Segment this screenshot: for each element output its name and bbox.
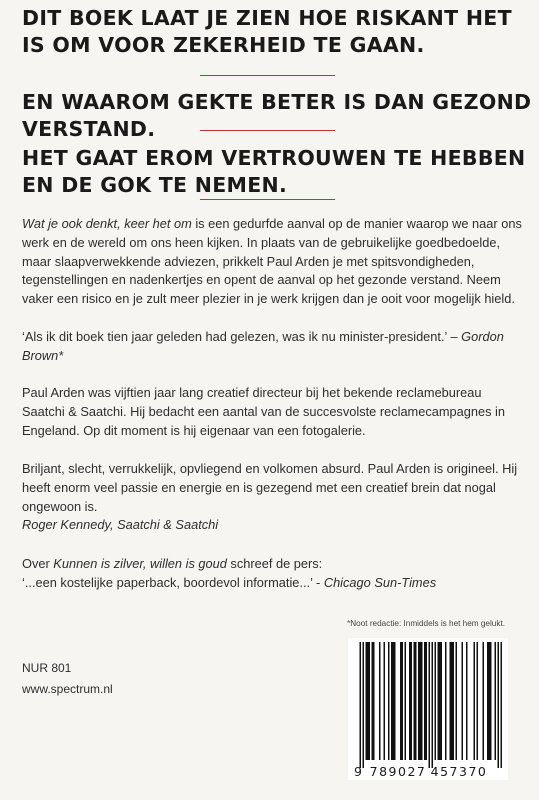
barcode-bar	[379, 642, 381, 760]
press-quote	[22, 555, 522, 593]
barcode-bar	[445, 642, 447, 760]
barcode-bar	[426, 642, 428, 760]
press-source: Chicago Sun-Times	[323, 574, 437, 590]
barcode-digits-right: 457370	[430, 764, 488, 779]
barcode-bar	[474, 642, 476, 760]
barcode-bar	[418, 642, 420, 760]
barcode-bar	[420, 642, 422, 760]
press-book-title: Kunnen is zilver, willen is goud	[53, 556, 227, 571]
barcode	[348, 638, 508, 780]
barcode-graphic	[348, 638, 508, 780]
quote-author: Gordon Brown*	[22, 329, 504, 363]
barcode-bar	[367, 642, 369, 760]
red-divider	[200, 75, 335, 76]
press-lead: Over	[22, 556, 54, 571]
barcode-bar	[490, 642, 492, 760]
author-bio: Paul Arden was vijftien jaar lang creatief directeur bij het bekende reclamebureau Saatchi & Saatchi. Hij bedacht een aantal van de succesvolste reclamecampagnes in Engeland. Op dit moment is hij eigenaar van een fotogalerie.	[22, 385, 506, 438]
barcode-bar	[450, 642, 452, 760]
heading-risk: DIT BOEK LAAT JE ZIEN HOE RISKANT HET IS OM VOOR ZEKERHEID TE GAAN.	[22, 6, 512, 57]
barcode-bar	[366, 642, 368, 760]
barcode-bar	[453, 642, 455, 760]
barcode-bar	[394, 642, 396, 760]
barcode-bar	[483, 642, 485, 760]
barcode-bar	[498, 642, 500, 768]
barcode-bar	[372, 642, 374, 760]
barcode-bar	[388, 642, 390, 760]
barcode-bar	[477, 642, 479, 760]
barcode-bar	[495, 642, 497, 760]
barcode-bar	[501, 642, 503, 768]
publisher-website: www.spectrum.nl	[22, 682, 113, 696]
book-title: Wat je ook denkt, keer het om	[22, 216, 192, 231]
barcode-bar	[487, 642, 489, 760]
press-quote-text: ‘...een kostelijke paperback, boordevol informatie...’ -	[22, 574, 324, 590]
barcode-bar	[409, 642, 411, 760]
barcode-digits-left: 789027	[369, 764, 427, 779]
barcode-bar	[400, 642, 402, 760]
barcode-bar	[421, 642, 423, 760]
barcode-bar	[432, 642, 434, 768]
barcode-bar	[435, 642, 437, 760]
barcode-bar	[441, 642, 443, 760]
barcode-digit-first: 9	[354, 764, 362, 779]
barcode-bar	[405, 642, 407, 760]
barcode-bar	[369, 642, 371, 760]
barcode-bar	[466, 642, 468, 760]
quote-author: Roger Kennedy, Saatchi & Saatchi	[22, 517, 219, 533]
barcode-bar	[439, 642, 441, 760]
barcode-bar	[415, 642, 417, 760]
quote-kennedy	[22, 460, 522, 535]
barcode-bar	[391, 642, 393, 760]
barcode-bar	[384, 642, 386, 760]
barcode-bar	[411, 642, 413, 760]
barcode-bar	[489, 642, 491, 760]
nur-code: NUR 801	[22, 661, 72, 675]
red-divider	[200, 130, 335, 131]
barcode-bar	[424, 642, 426, 760]
barcode-bar	[438, 642, 440, 760]
barcode-bar	[363, 642, 365, 768]
quote-text: ‘Als ik dit boek tien jaar geleden had gelezen, was ik nu minister-president.’ –	[22, 329, 462, 344]
barcode-bar	[451, 642, 453, 760]
quote-brown	[22, 328, 522, 366]
barcode-bar	[462, 642, 464, 760]
barcode-bar	[402, 642, 404, 760]
footnote: *Noot redactie: Inmiddels is het hem gelukt.	[347, 619, 505, 628]
red-divider	[200, 199, 335, 200]
press-lead-end: schreef de pers:	[226, 556, 323, 571]
barcode-bar	[393, 642, 395, 760]
heading-trust: HET GAAT EROM VERTROUWEN TE HEBBEN EN DE GOK TE NEMEN.	[22, 146, 526, 197]
barcode-bar	[414, 642, 416, 760]
intro-text: is een gedurfde aanval op de manier waarop we naar ons werk en de wereld om ons heen kijken. In plaats van de gebruikelijke goedbedoelde, maar slaapverwekkende adviezen, prikkelt Paul Arden je met spitsvondigheden, tegenstellingen en nadenkertjes en opent de aanval op het gezonde verstand. Neem vaker een risico en je zult meer plezier in je werk krijgen dan je ooit voor mogelijk hield.	[22, 216, 522, 307]
intro-paragraph	[22, 215, 522, 309]
barcode-bar	[360, 642, 362, 768]
barcode-bar	[373, 642, 375, 760]
barcode-bar	[456, 642, 458, 760]
quote-text: Briljant, slecht, verrukkelijk, opvliegend en volkomen absurd. Paul Arden is origineel. Hij heeft enorm veel passie en energie en is gezegend met een creatief brein dat nogal ongewoon is.	[22, 461, 518, 514]
barcode-bar	[429, 642, 431, 768]
heading-madness: EN WAAROM GEKTE BETER IS DAN GEZOND VERSTAND.	[22, 90, 532, 141]
